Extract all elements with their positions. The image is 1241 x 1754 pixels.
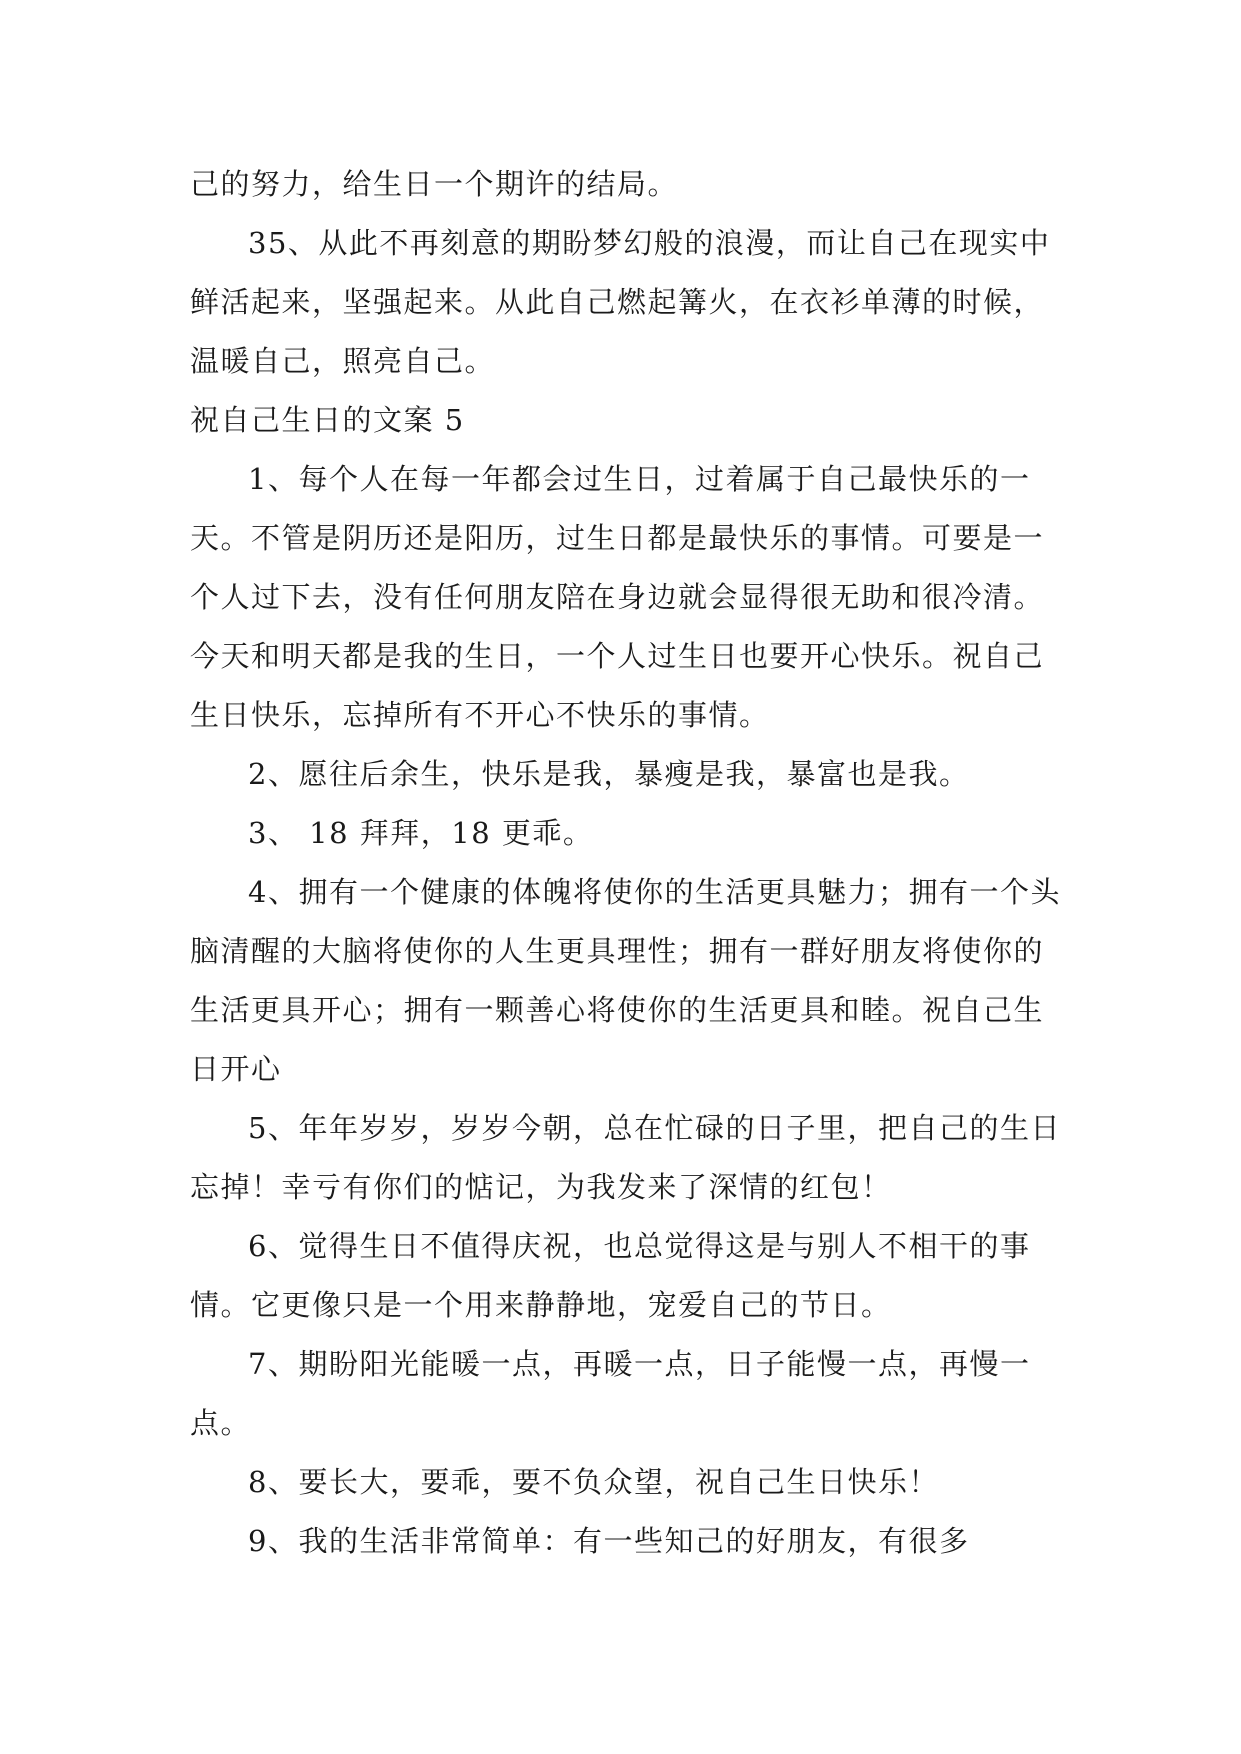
document-body	[190, 155, 1070, 1571]
paragraph-item-2: 2、愿往后余生，快乐是我，暴瘦是我，暴富也是我。	[248, 757, 970, 791]
paragraph-item-9: 9、我的生活非常简单：有一些知己的好朋友，有很多	[248, 1524, 970, 1558]
paragraph-item-7: 7、期盼阳光能暖一点，再暖一点，日子能慢一点，再慢一点。	[190, 1347, 1031, 1440]
paragraph-item-1: 1、每个人在每一年都会过生日，过着属于自己最快乐的一天。不管是阴历还是阳历，过生日都是最快乐的事情。可要是一个人过下去，没有任何朋友陪在身边就会显得很无助和很冷清。今天和明天都是我的生日，一个人过生日也要开心快乐。祝自己生日快乐，忘掉所有不开心不快乐的事情。	[190, 462, 1045, 732]
paragraph-continuation: 己的努力，给生日一个期许的结局。	[190, 167, 679, 201]
paragraph-item-3: 3、 18 拜拜，18 更乖。	[248, 816, 594, 850]
paragraph-item-4: 4、拥有一个健康的体魄将使你的生活更具魅力；拥有一个头脑清醒的大脑将使你的人生更具理性；拥有一群好朋友将使你的生活更具开心；拥有一颗善心将使你的生活更具和睦。祝自己生日开心	[190, 875, 1061, 1086]
section-heading: 祝自己生日的文案 5	[190, 403, 465, 437]
paragraph-item-35: 35、从此不再刻意的期盼梦幻般的浪漫，而让自己在现实中鲜活起来，坚强起来。从此自己燃起篝火，在衣衫单薄的时候，温暖自己，照亮自己。	[190, 226, 1051, 378]
paragraph-item-5: 5、年年岁岁，岁岁今朝，总在忙碌的日子里，把自己的生日忘掉！幸亏有你们的惦记，为我发来了深情的红包！	[190, 1111, 1061, 1204]
paragraph-item-8: 8、要长大，要乖，要不负众望，祝自己生日快乐！	[248, 1465, 939, 1499]
paragraph-item-6: 6、觉得生日不值得庆祝，也总觉得这是与别人不相干的事情。它更像只是一个用来静静地，宠爱自己的节日。	[190, 1229, 1031, 1322]
